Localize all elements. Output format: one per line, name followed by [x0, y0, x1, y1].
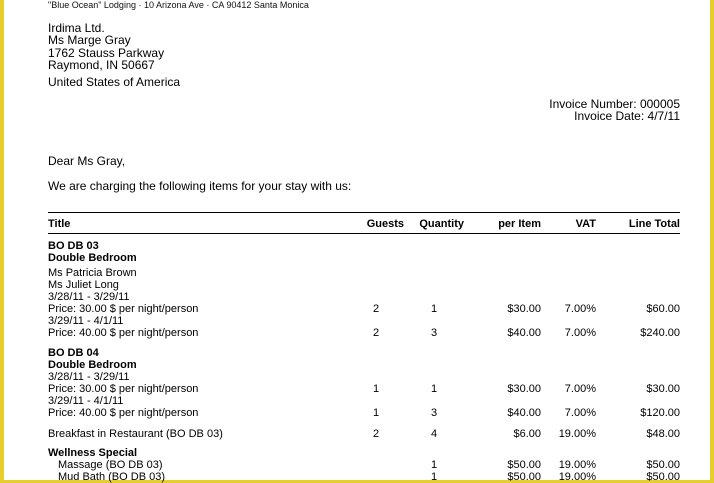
sender-line: "Blue Ocean" Lodging · 10 Arizona Ave · CA 90412 Santa Monica — [48, 0, 309, 10]
guest-name: Ms Patricia Brown — [48, 267, 137, 279]
intro-text: We are charging the following items for your stay with us: — [48, 179, 352, 193]
table-row — [48, 471, 680, 483]
table-header-row — [48, 213, 680, 234]
room-code: BO DB 04 — [48, 347, 99, 359]
item-title: Breakfast in Restaurant (BO DB 03) — [48, 428, 223, 440]
vat-cell: 7.00% — [564, 407, 596, 419]
table-row — [48, 315, 680, 327]
recipient-street: 1762 Stauss Parkway — [48, 45, 165, 60]
vat-cell: 19.00% — [558, 428, 596, 440]
guests-cell: 2 — [372, 327, 380, 339]
table-row — [48, 279, 680, 291]
guests-cell: 1 — [372, 407, 380, 419]
table-row — [48, 359, 680, 371]
guest-name: Ms Juliet Long — [48, 279, 119, 291]
recipient-city: Raymond, IN 50667 — [48, 57, 155, 72]
invoice-page — [4, 0, 710, 483]
quantity-cell: 1 — [430, 303, 438, 315]
guests-cell — [348, 459, 404, 471]
table-row — [48, 395, 680, 407]
vat-cell: 7.00% — [564, 327, 596, 339]
per-item-cell: $40.00 — [507, 407, 541, 419]
salutation: Dear Ms Gray, — [48, 154, 126, 168]
guests-cell: 1 — [372, 383, 380, 395]
quantity-cell: 1 — [430, 471, 438, 483]
table-row — [48, 459, 680, 471]
table-row — [48, 234, 680, 253]
quantity-cell: 4 — [430, 428, 438, 440]
recipient-country: United States of America — [48, 75, 181, 90]
vat-cell: 19.00% — [558, 471, 596, 483]
per-item-cell: $30.00 — [507, 383, 541, 395]
guests-cell: 2 — [372, 428, 380, 440]
room-code: BO DB 03 — [48, 240, 99, 252]
header-vat: VAT — [541, 213, 596, 234]
quantity-cell: 1 — [430, 383, 438, 395]
line-total-cell: $48.00 — [646, 428, 680, 440]
items-table — [48, 212, 680, 483]
per-item-cell: $30.00 — [507, 303, 541, 315]
vat-cell: 7.00% — [564, 383, 596, 395]
room-type: Double Bedroom — [48, 252, 137, 264]
period-dates: 3/29/11 - 4/1/11 — [48, 315, 124, 327]
period-dates: 3/28/11 - 3/29/11 — [48, 291, 130, 303]
table-row — [48, 252, 680, 264]
line-total-cell: $30.00 — [646, 383, 680, 395]
header-title: Title — [48, 213, 348, 234]
line-total-cell: $50.00 — [646, 459, 680, 471]
package-title: Wellness Special — [48, 447, 138, 459]
room-type: Double Bedroom — [48, 359, 137, 371]
period-price-desc: Price: 40.00 $ per night/person — [48, 327, 199, 339]
header-per-item: per Item — [464, 213, 541, 234]
table-row — [48, 407, 680, 419]
table-row — [48, 264, 680, 279]
guests-cell — [348, 471, 404, 483]
per-item-cell: $40.00 — [507, 327, 541, 339]
table-row — [48, 327, 680, 339]
quantity-cell: 3 — [430, 407, 438, 419]
line-total-cell: $120.00 — [640, 407, 680, 419]
line-total-cell: $60.00 — [646, 303, 680, 315]
quantity-cell: 3 — [430, 327, 438, 339]
line-total-cell: $240.00 — [640, 327, 680, 339]
recipient-company: Irdima Ltd. — [48, 21, 105, 35]
recipient-address — [48, 22, 180, 88]
item-title: Mud Bath (BO DB 03) — [58, 471, 165, 483]
table-row — [48, 383, 680, 395]
quantity-cell: 1 — [430, 459, 438, 471]
table-row — [48, 291, 680, 303]
table-row — [48, 339, 680, 359]
period-price-desc: Price: 30.00 $ per night/person — [48, 303, 199, 315]
period-price-desc: Price: 30.00 $ per night/person — [48, 383, 199, 395]
header-guests: Guests — [348, 213, 404, 234]
period-price-desc: Price: 40.00 $ per night/person — [48, 407, 199, 419]
guests-cell: 2 — [372, 303, 380, 315]
per-item-cell: $50.00 — [507, 459, 541, 471]
vat-cell: 7.00% — [564, 303, 596, 315]
table-row — [48, 419, 680, 440]
header-quantity: Quantity — [404, 213, 464, 234]
table-row — [48, 440, 680, 459]
table-row — [48, 303, 680, 315]
header-line-total: Line Total — [596, 213, 680, 234]
recipient-name: Ms Marge Gray — [48, 33, 131, 48]
invoice-meta — [549, 99, 680, 122]
per-item-cell: $50.00 — [507, 471, 541, 483]
item-title: Massage (BO DB 03) — [58, 459, 163, 471]
table-row — [48, 371, 680, 383]
period-dates: 3/28/11 - 3/29/11 — [48, 371, 130, 383]
per-item-cell: $6.00 — [513, 428, 541, 440]
invoice-date: Invoice Date: 4/7/11 — [574, 108, 680, 123]
line-total-cell: $50.00 — [646, 471, 680, 483]
invoice-number: Invoice Number: 000005 — [549, 97, 680, 111]
period-dates: 3/29/11 - 4/1/11 — [48, 395, 124, 407]
vat-cell: 19.00% — [558, 459, 596, 471]
